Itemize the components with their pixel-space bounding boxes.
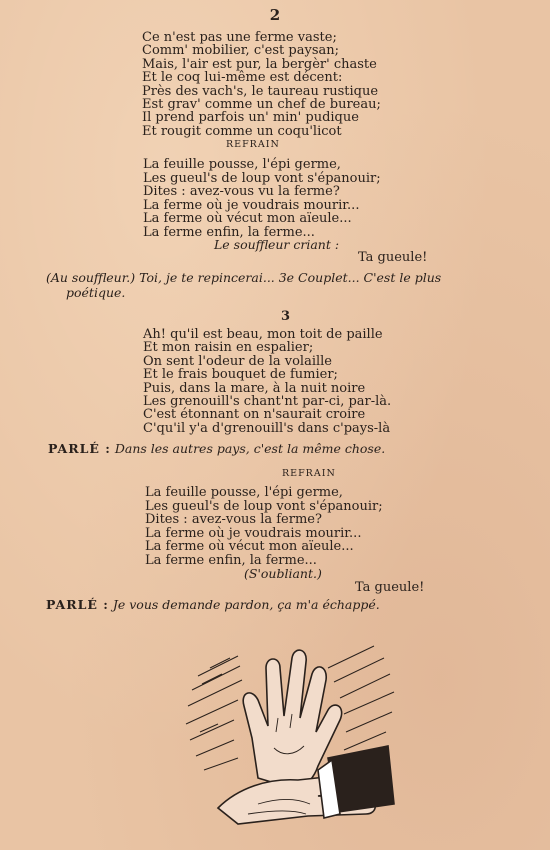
verse-line: Mais, l'air est pur, la bergèr' chaste [142, 56, 377, 72]
verse-line: Et le frais bouquet de fumier; [143, 367, 338, 383]
verse-line: C'est étonnant on n'saurait croire [143, 407, 366, 423]
parle-label: PARLÉ : [46, 597, 109, 612]
refrain-line: La ferme où je voudrais mourir... [145, 525, 362, 541]
parle-text: Dans les autres pays, c'est la même chose. [114, 441, 386, 456]
interjection: Ta gueule! [358, 250, 428, 265]
refrain-heading: REFRAIN [226, 139, 280, 150]
aside-line: poétique. [66, 285, 126, 300]
verse-line: C'qu'il y'a d'grenouill's dans c'pays-là [143, 420, 391, 436]
verse-line: Est grav' comme un chef de bureau; [142, 97, 381, 113]
page-number: 2 [269, 6, 281, 24]
parle-line [46, 597, 380, 612]
verse-2 [142, 31, 381, 138]
refrain-1 [143, 158, 381, 240]
verse-line: Ah! qu'il est beau, mon toit de paille [143, 327, 383, 342]
verse-line: Puis, dans la mare, à la nuit noire [143, 380, 366, 396]
verse-number: 3 [281, 309, 291, 324]
refrain-2 [145, 486, 383, 568]
refrain-line: La ferme où vécut mon aïeule... [143, 211, 352, 227]
verse-line: Comm' mobilier, c'est paysan; [142, 43, 339, 59]
refrain-line: La ferme où je voudrais mourir... [143, 197, 360, 213]
verse-line: On sent l'odeur de la volaille [143, 353, 332, 369]
verse-line: Près des vach's, le taureau rustique [142, 83, 379, 99]
refrain-line: La feuille pousse, l'épi germe, [145, 485, 343, 500]
refrain-line: Les gueul's de loup vont s'épanouir; [145, 498, 383, 514]
refrain-line: Dites : avez-vous vu la ferme? [143, 184, 340, 200]
verse-line: Les grenouill's chant'nt par-ci, par-là. [143, 394, 392, 410]
verse-line: Et mon raisin en espalier; [143, 340, 314, 356]
refrain-line: Les gueul's de loup vont s'épanouir; [143, 170, 381, 186]
verse-line: Et le coq lui-même est décent: [142, 70, 343, 86]
aside-line: (Au souffleur.) Toi, je te repincerai... 3e Couplet... C'est le plus [46, 270, 442, 285]
verse-line: Ce n'est pas une ferme vaste; [142, 30, 337, 45]
clapping-hands-icon [178, 628, 403, 828]
parle-line [48, 441, 385, 456]
refrain-heading: REFRAIN [282, 468, 336, 479]
stage-direction: (S'oubliant.) [244, 566, 322, 581]
verse-line: Il prend parfois un' min' pudique [142, 110, 359, 126]
parle-label: PARLÉ : [48, 441, 111, 456]
refrain-line: La ferme où vécut mon aïeule... [145, 539, 354, 555]
parle-text: Je vous demande pardon, ça m'a échappé. [112, 597, 380, 612]
refrain-line: Dites : avez-vous la ferme? [145, 512, 322, 528]
verse-line: Et rougit comme un coqu'licot [142, 123, 342, 139]
interjection: Ta gueule! [355, 580, 425, 595]
refrain-line: La ferme enfin, la ferme... [145, 552, 317, 568]
verse-3 [143, 328, 391, 435]
refrain-line: La ferme enfin, la ferme... [143, 224, 315, 240]
stage-direction: Le souffleur criant : [214, 237, 340, 252]
refrain-line: La feuille pousse, l'épi germe, [143, 157, 341, 172]
